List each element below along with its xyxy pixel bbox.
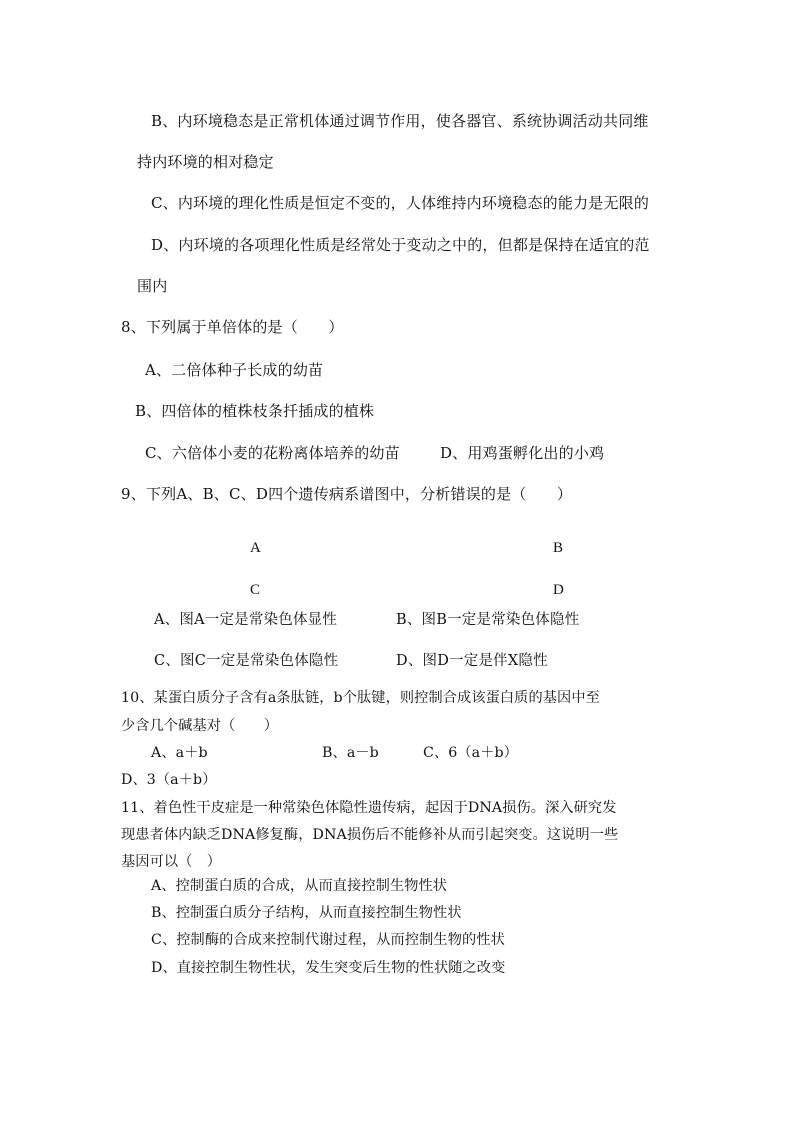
pedigree-b-label: B [553, 540, 564, 556]
q8-option-b: B、四倍体的植株枝条扦插成的植株 [135, 402, 375, 420]
q8-option-a: A、二倍体种子长成的幼苗 [145, 361, 324, 379]
q11-stem-line3: 基因可以（ ） [121, 854, 222, 870]
q8-option-c: C、六倍体小麦的花粉离体培养的幼苗 [145, 444, 400, 462]
pedigree-a-label: A [250, 540, 261, 556]
q11-option-a: A、控制蛋白质的合成，从而直接控制生物性状 [151, 878, 448, 894]
q7-option-c: C、内环境的理化性质是恒定不变的，人体维持内环境稳态的能力是无限的 [151, 194, 650, 212]
q10-stem-line1: 10、某蛋白质分子含有a条肽链，b个肽键，则控制合成该蛋白质的基因中至 [121, 690, 600, 706]
q10-option-d: D、3（a＋b） [121, 772, 217, 788]
q11-stem-line2: 现患者体内缺乏DNA修复酶，DNA损伤后不能修补从而引起突变。这说明一些 [121, 827, 619, 843]
q10-option-c: C、6（a＋b） [423, 745, 518, 761]
pedigree-d-label: D [553, 582, 564, 598]
q8-option-d: D、用鸡蛋孵化出的小鸡 [440, 444, 605, 462]
q9-option-b: B、图B一定是常染色体隐性 [396, 612, 580, 628]
q7-option-b-line1: B、内环境稳态是正常机体通过调节作用，使各器官、系统协调活动共同维 [151, 112, 649, 130]
q9-option-c: C、图C一定是常染色体隐性 [154, 653, 339, 669]
q11-option-d: D、直接控制生物性状，发生突变后生物的性状随之改变 [151, 960, 506, 976]
q9-option-d: D、图D一定是伴X隐性 [396, 653, 548, 669]
pedigree-c-label: C [250, 582, 261, 598]
q7-option-d-line2: 围内 [137, 277, 168, 295]
q10-option-b: B、a－b [322, 745, 379, 761]
q10-option-a: A、a＋b [151, 745, 208, 761]
q11-option-b: B、控制蛋白质分子结构，从而直接控制生物性状 [151, 905, 462, 921]
q10-stem-line2: 少含几个碱基对（ ） [121, 718, 279, 734]
q7-option-b-line2: 持内环境的相对稳定 [137, 153, 274, 171]
q7-option-d-line1: D、内环境的各项理化性质是经常处于变动之中的，但都是保持在适宜的范 [151, 236, 650, 254]
q9-option-a: A、图A一定是常染色体显性 [154, 612, 338, 628]
q11-option-c: C、控制酶的合成来控制代谢过程，从而控制生物的性状 [151, 932, 505, 948]
q9-stem: 9、下列A、B、C、D四个遗传病系谱图中，分析错误的是（ ） [121, 485, 573, 503]
q11-stem-line1: 11、着色性干皮症是一种常染色体隐性遗传病，起因于DNA损伤。深入研究发 [121, 800, 617, 816]
q8-stem: 8、下列属于单倍体的是（ ） [121, 318, 344, 336]
